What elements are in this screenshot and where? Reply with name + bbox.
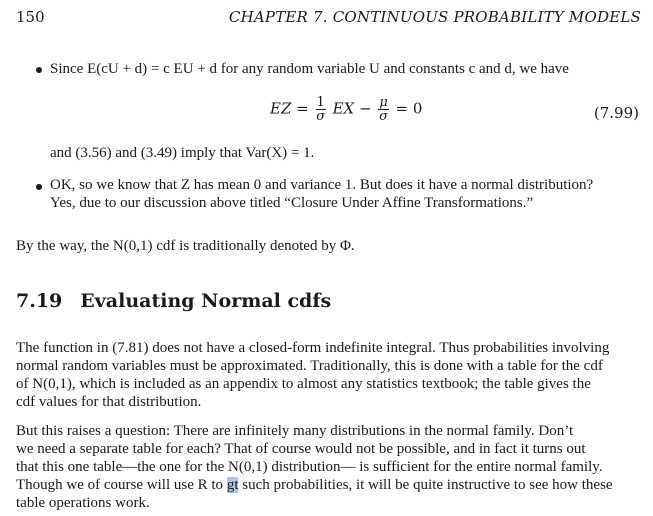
eq-mid: EX − <box>332 99 372 118</box>
para2-line: table operations work. <box>16 495 150 511</box>
section-number: 7.19 <box>16 290 63 312</box>
bullet2-line1: OK, so we know that Z has mean 0 and variance 1. But does it have a normal distribution? <box>50 177 594 193</box>
bullet2-line2: Yes, due to our discussion above titled “Closure Under Affine Transformations.” <box>50 195 534 211</box>
eq-frac1-num: 1 <box>316 95 325 110</box>
eq-lhs: EZ = <box>270 99 309 118</box>
para1-line: normal random variables must be approximated. Traditionally, this is done with a table for the cdf <box>16 358 603 374</box>
selected-text-highlight[interactable]: gt <box>226 477 239 493</box>
eq-frac-1 <box>316 96 326 123</box>
para2-line <box>16 476 613 495</box>
para1-line: The function in (7.81) does not have a closed-form indefinite integral. Thus probabilities involving <box>16 340 610 356</box>
para2-line: we need a separate table for each? That of course would not be possible, and in fact it turns out <box>16 441 586 457</box>
equation-7-99 <box>270 96 422 123</box>
chapter-title: CHAPTER 7. CONTINUOUS PROBABILITY MODELS <box>228 8 641 26</box>
section-heading <box>16 290 331 312</box>
eq-frac1-den: σ <box>316 109 326 124</box>
para1-line: cdf values for that distribution. <box>16 394 202 410</box>
var-text: and (3.56) and (3.49) imply that Var(X) = 1. <box>50 145 315 161</box>
bullet1-text: Since E(cU + d) = c EU + d for any random variable U and constants c and d, we have <box>50 61 569 77</box>
page-number: 150 <box>16 8 45 26</box>
bullet-icon <box>36 67 42 73</box>
eq-frac2-num: μ <box>379 95 388 110</box>
para1-line: of N(0,1), which is included as an appendix to almost any statistics textbook; the table gives the <box>16 376 591 392</box>
eq-rhs: = 0 <box>395 99 423 118</box>
equation-tag: (7.99) <box>593 104 639 122</box>
eq-frac2-den: σ <box>379 109 388 124</box>
para2-line4-after: such probabilities, it will be quite instructive to see how these <box>238 477 613 493</box>
para2-line4-before: Though we of course will use R to <box>16 477 227 493</box>
para2-line: that this one table—the one for the N(0,1) distribution— is sufficient for the entire normal family. <box>16 459 603 475</box>
by-the-way-text: By the way, the N(0,1) cdf is traditionally denoted by Φ. <box>16 238 355 254</box>
para2-line: But this raises a question: There are infinitely many distributions in the normal family. Don’t <box>16 423 574 439</box>
bullet-icon <box>36 184 42 190</box>
section-title: Evaluating Normal cdfs <box>80 290 332 312</box>
eq-frac-2 <box>378 96 388 123</box>
